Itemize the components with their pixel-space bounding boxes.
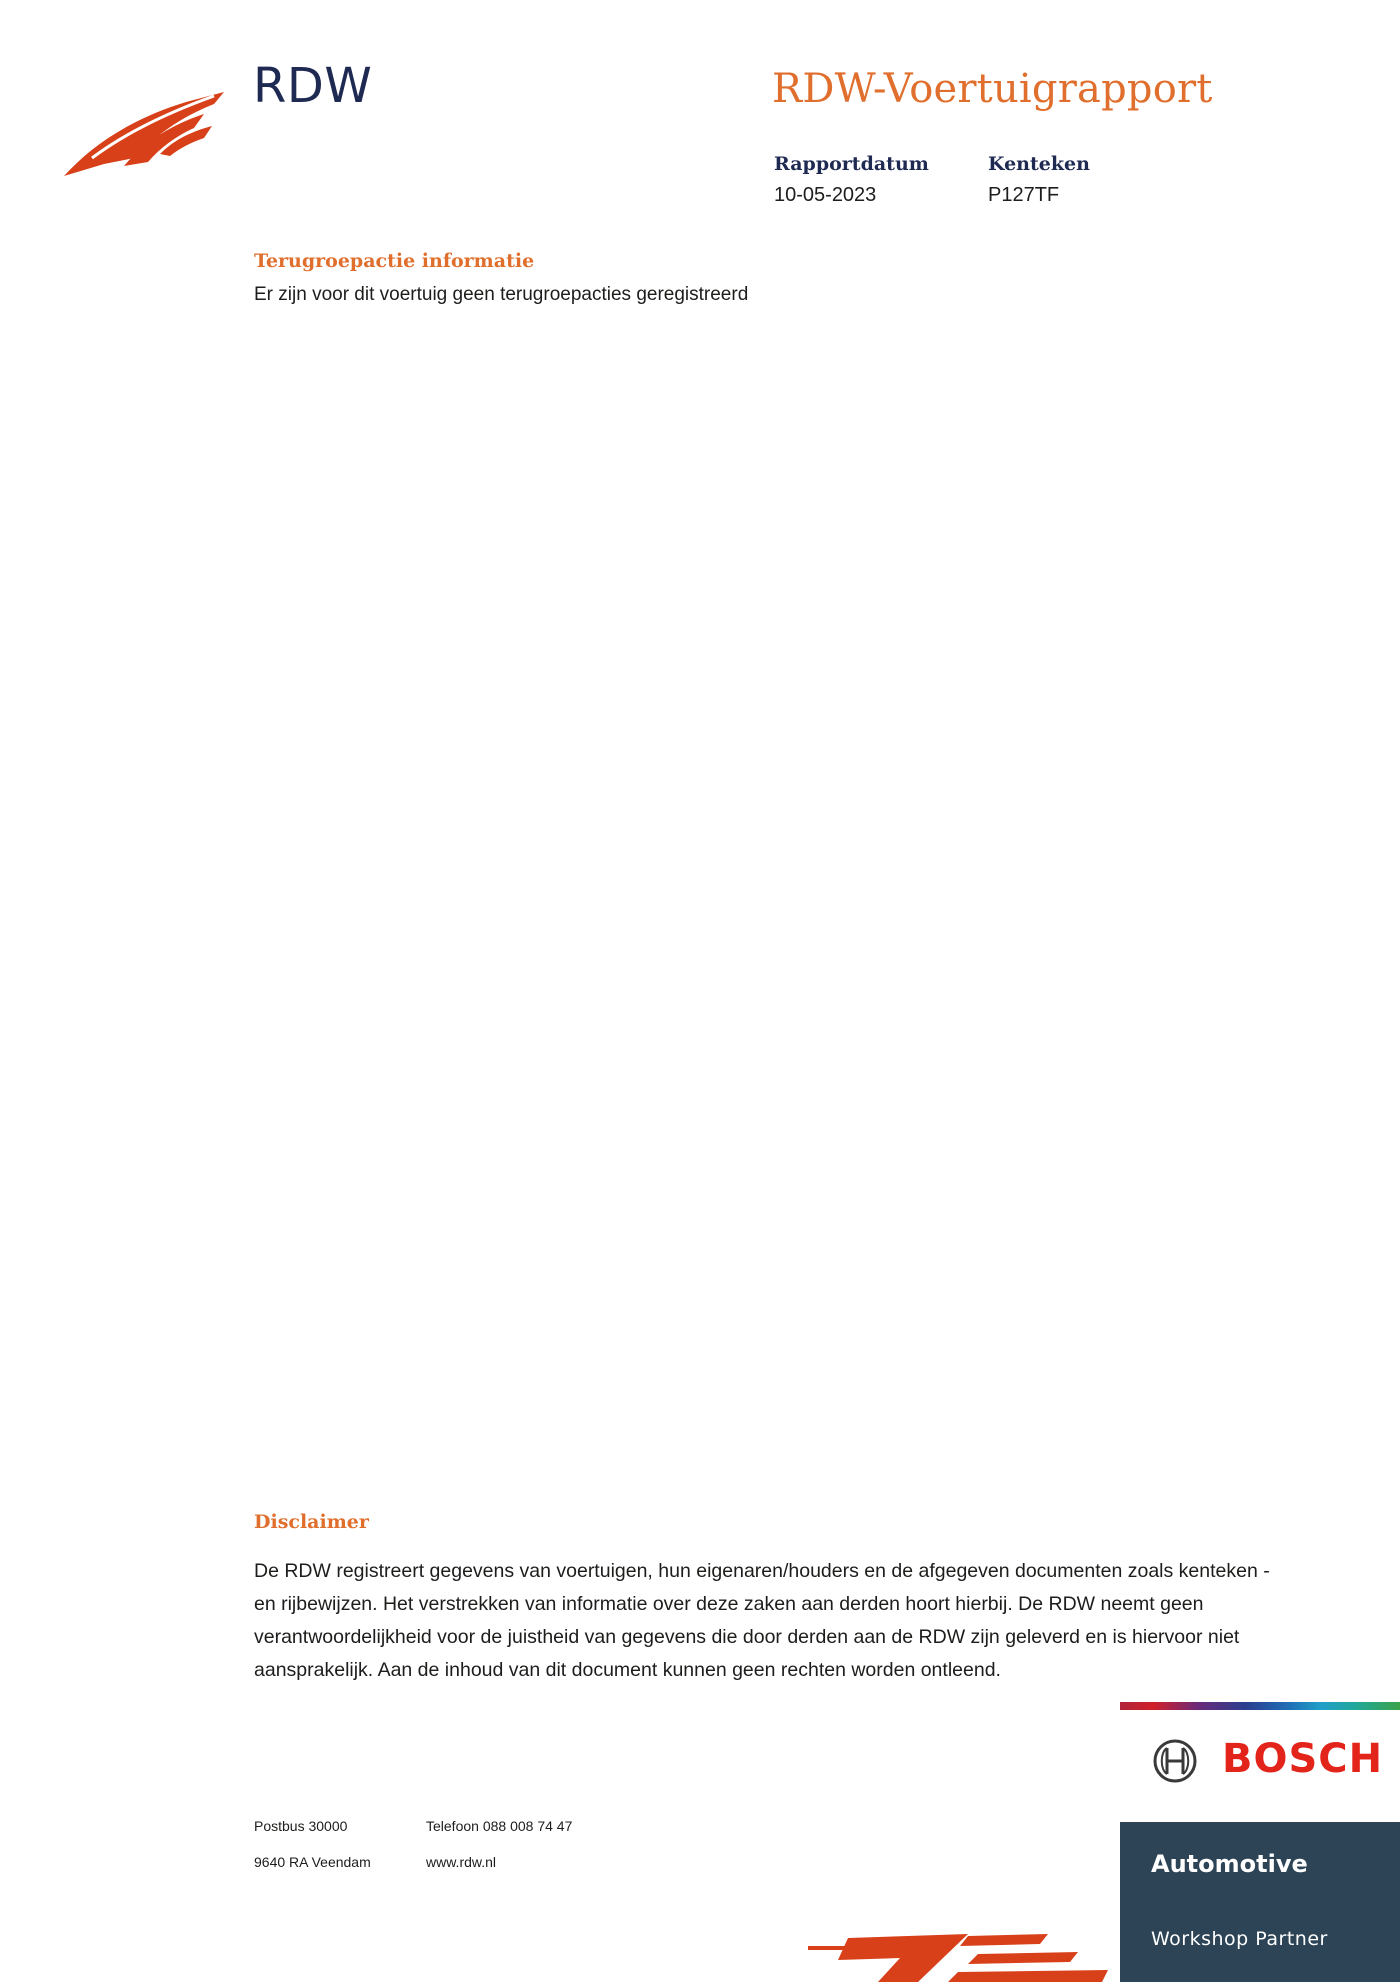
bosch-info-panel xyxy=(1120,1822,1400,1982)
plate-label: Kenteken xyxy=(988,153,1090,175)
footer-website-link[interactable]: www.rdw.nl xyxy=(426,1854,497,1870)
recall-text: Er zijn voor dit voertuig geen terugroepacties geregistreerd xyxy=(254,284,749,305)
plate-value: P127TF xyxy=(988,184,1060,206)
report-date-value: 10-05-2023 xyxy=(774,184,877,206)
rdw-swoosh-icon xyxy=(808,1924,1120,1982)
report-date-label: Rapportdatum xyxy=(774,153,929,175)
rdw-wing-logo-icon xyxy=(64,88,234,188)
bosch-workshop-badge xyxy=(1120,1702,1400,1982)
bosch-workshop-text: Workshop Partner xyxy=(1151,1928,1328,1950)
bosch-brand-text: BOSCH xyxy=(1222,1736,1384,1782)
bosch-logo-panel xyxy=(1120,1710,1400,1822)
recall-heading: Terugroepactie informatie xyxy=(254,250,535,272)
bosch-color-stripe xyxy=(1120,1702,1400,1710)
bosch-automotive-text: Automotive xyxy=(1151,1850,1308,1878)
footer-city: 9640 RA Veendam xyxy=(254,1854,371,1870)
disclaimer-heading: Disclaimer xyxy=(254,1511,369,1533)
footer-phone: Telefoon 088 008 74 47 xyxy=(426,1818,573,1834)
rdw-logo-text: RDW xyxy=(253,58,373,114)
bosch-armature-icon xyxy=(1152,1738,1198,1784)
page-title: RDW-Voertuigrapport xyxy=(772,66,1213,112)
footer-postbus: Postbus 30000 xyxy=(254,1818,348,1834)
disclaimer-text: De RDW registreert gegevens van voertuigen, hun eigenaren/houders en de afgegeven documenten zoals kenteken - en rijbewijzen. Het verstrekken van informatie over deze zaken aan derden hoort hierbij. De RDW neemt geen verantwoordelijkheid voor de juistheid van gegevens die door derden aan de RDW zijn geleverd en is hiervoor niet aansprakelijk. Aan de inhoud van dit document kunnen geen rechten worden ontleend. xyxy=(254,1560,1270,1681)
